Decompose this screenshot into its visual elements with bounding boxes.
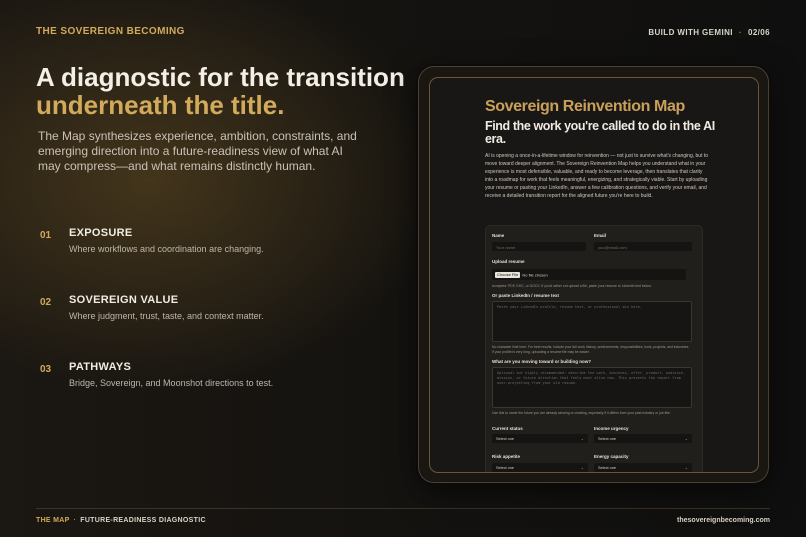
- urgency-select[interactable]: [594, 434, 692, 443]
- pillar-number: 03: [40, 364, 52, 375]
- risk-select[interactable]: [492, 463, 588, 472]
- name-label: Name: [492, 233, 505, 238]
- chevron-down-icon: ⌄: [684, 465, 688, 470]
- resume-textarea[interactable]: Paste your LinkedIn profile, resume text, or professional bio here.: [492, 301, 692, 342]
- resume-file-input[interactable]: [492, 269, 686, 280]
- status-select[interactable]: [492, 434, 588, 443]
- chevron-down-icon: ⌄: [684, 436, 688, 441]
- paste-label: Or paste LinkedIn / resume text: [492, 293, 560, 298]
- energy-select[interactable]: [594, 463, 692, 472]
- choose-file-button[interactable]: Choose File: [497, 272, 519, 277]
- footer-section: THE MAP: [36, 517, 70, 524]
- tablet-mockup: [418, 66, 769, 483]
- top-brand: THE SOVEREIGN BECOMING: [36, 26, 185, 37]
- risk-select-value: Select one: [496, 465, 514, 470]
- page-counter: 02/06: [747, 28, 770, 37]
- energy-select-value: Select one: [598, 465, 616, 470]
- pillar-description: Where workflows and coordination are changing.: [69, 244, 264, 254]
- pillar-title: PATHWAYS: [69, 361, 132, 373]
- footer-separator: ·: [73, 517, 77, 524]
- energy-label: Energy capacity: [594, 454, 629, 459]
- status-select-value: Select one: [496, 436, 514, 441]
- email-input[interactable]: you@email.com: [594, 242, 692, 251]
- moving-note: Use this to name the future you are already sensing or creating, especially if it differs from your past industry or job title.: [492, 411, 671, 415]
- intro-text: The Map synthesizes experience, ambition, constraints, and emerging direction into a future-readiness view of what AI may compress—and what remains distinctly human.: [38, 129, 357, 173]
- pillar-number: 02: [40, 297, 52, 308]
- no-file-text: No file chosen: [522, 272, 548, 277]
- headline-line-2: underneath the title.: [36, 90, 285, 120]
- headline: [36, 63, 416, 119]
- chevron-down-icon: ⌄: [580, 465, 584, 470]
- screen-subtitle: Find the work you're called to do in the AI era.: [485, 119, 715, 146]
- build-with-label: BUILD WITH GEMINI: [648, 28, 733, 37]
- pillar-title: SOVEREIGN VALUE: [69, 294, 179, 306]
- reinvention-form: [485, 225, 703, 473]
- status-label: Current status: [492, 426, 523, 431]
- urgency-label: Income urgency: [594, 426, 629, 431]
- footer-url[interactable]: thesovereignbecoming.com: [677, 517, 770, 524]
- footer-divider: [36, 508, 770, 509]
- moving-label: What are you moving toward or building now?: [492, 359, 591, 364]
- chevron-down-icon: ⌄: [580, 436, 584, 441]
- pillar-title: EXPOSURE: [69, 227, 133, 239]
- tablet-screen: [429, 77, 759, 473]
- risk-label: Risk appetite: [492, 454, 521, 459]
- separator-dot: ·: [738, 28, 742, 37]
- screen-title: Sovereign Reinvention Map: [485, 98, 685, 115]
- urgency-select-value: Select one: [598, 436, 616, 441]
- headline-line-1: A diagnostic for the transition: [36, 62, 405, 92]
- pillar-description: Where judgment, trust, taste, and context matter.: [69, 311, 264, 321]
- footer-left: [36, 517, 206, 524]
- pillar-description: Bridge, Sovereign, and Moonshot directions to test.: [69, 378, 274, 388]
- resume-label: Upload resume: [492, 259, 525, 264]
- screen-intro: AI is opening a once-in-a-lifetime window for reinvention — not just to survive what's changing, but to move toward deeper alignment. The Sovereign Reinvention Map helps you understand what in your experience is most defensible, valuable, and ready to become leverage, then translates that clarity into a roadmap for work that feels meaningful, energizing, and strategically viable. Start by uploading your resume or pasting your LinkedIn, answer a few calibration questions, and verify your email, and receive a detailed transition report for the aligned future you're here to build.: [485, 153, 709, 199]
- pillar-number: 01: [40, 230, 52, 241]
- paste-note: No character limit here. For best results, include your full work history, achievements, responsibilities, tools, projects, and industries. If your profile is very long, uploading a resume file may be easier.: [492, 345, 690, 354]
- name-input[interactable]: Your name: [492, 242, 586, 251]
- footer-subtitle: FUTURE-READINESS DIAGNOSTIC: [80, 517, 206, 524]
- top-right-meta: [648, 28, 770, 37]
- direction-textarea[interactable]: Optional but highly recommended: describe the work, business, offer, product, audience, mission, or future direction that feels most alive now. This prevents the report from over-projecting from your old resume.: [492, 367, 692, 408]
- email-label: Email: [594, 233, 607, 238]
- resume-note: Accepted: PDF, DOC, or DOCX. If you'd rather not upload a file, paste your resume or LinkedIn text below.: [492, 284, 652, 288]
